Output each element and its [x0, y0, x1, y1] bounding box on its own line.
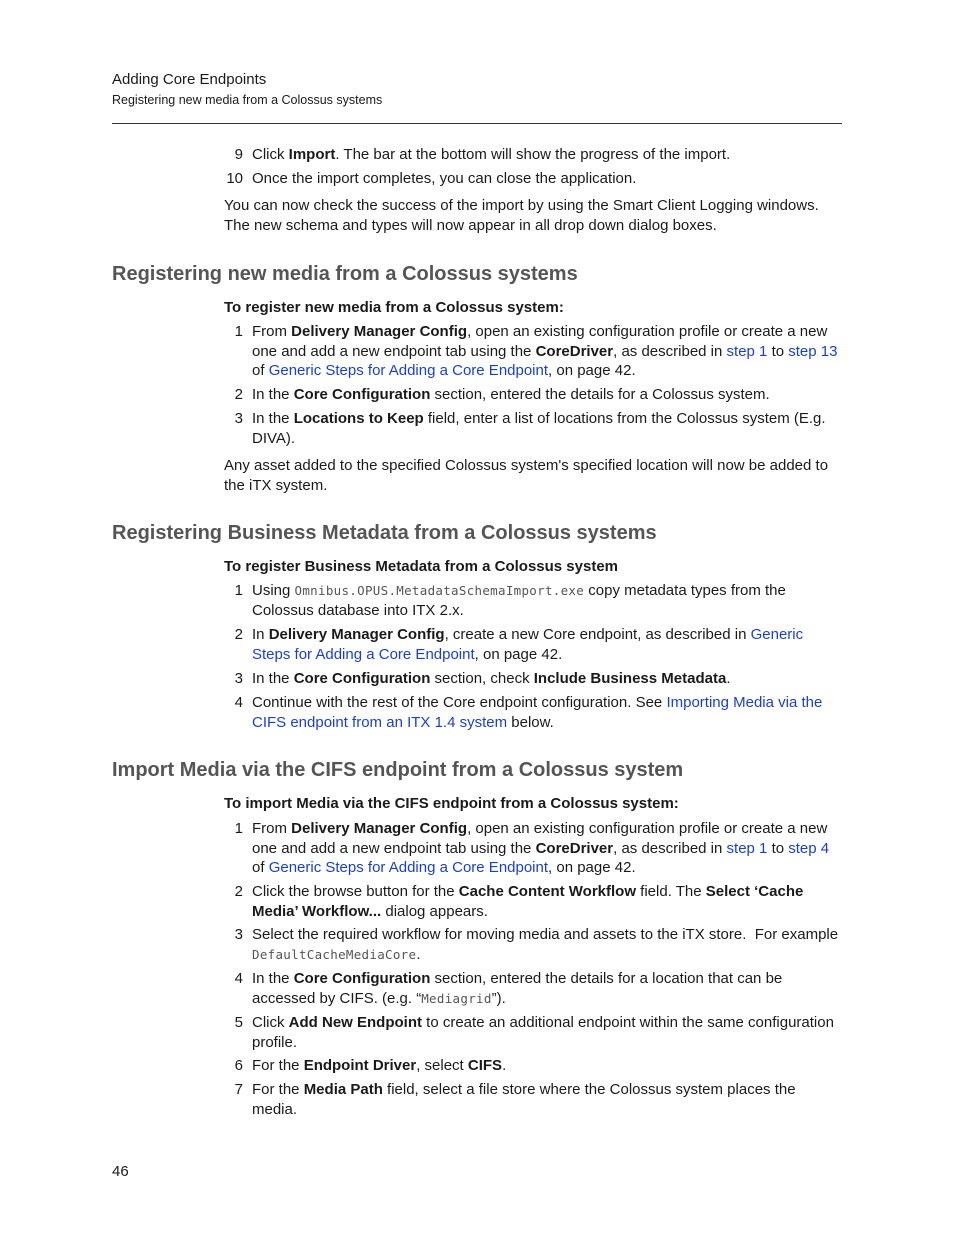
step-text: Click Add New Endpoint to create an additional endpoint within the same configuration profile.: [252, 1014, 834, 1051]
step-item: [224, 693, 842, 732]
code-workflow-name: DefaultCacheMediaCore: [252, 946, 417, 962]
step-item: [224, 322, 842, 381]
step-text: Click the browse button for the Cache Content Workflow field. The Select ‘Cache Media’ Workflow... dialog appears.: [252, 883, 804, 920]
step-item: [224, 1013, 842, 1052]
step-number: 1: [234, 323, 243, 340]
step-number: 4: [234, 970, 243, 987]
step-number: 2: [234, 386, 243, 403]
generic-steps-link[interactable]: Generic Steps for Adding a Core Endpoint: [268, 362, 549, 379]
step-text: In Delivery Manager Config, create a new Core endpoint, as described in Generic Steps for Adding a Core Endpoint, on page 42.: [252, 626, 804, 663]
step-text: Select the required workflow for moving media and assets to the iTX store. For example DefaultCacheMediaCore.: [252, 926, 839, 963]
step-text: In the Core Configuration section, check Include Business Metadata.: [252, 670, 731, 687]
running-header: [112, 70, 842, 109]
step-item: [224, 409, 842, 448]
step-item: [224, 882, 842, 921]
intro-paragraph: You can now check the success of the import by using the Smart Client Logging windows. The new schema and types will now appear in all drop down dialog boxes.: [224, 197, 819, 234]
generic-steps-link[interactable]: Generic Steps for Adding a Core Endpoint: [252, 626, 804, 663]
step-number: 1: [234, 820, 243, 837]
step-text: Click Import. The bar at the bottom will show the progress of the import.: [252, 146, 731, 163]
step-number: 2: [234, 626, 243, 643]
generic-steps-link[interactable]: Generic Steps for Adding a Core Endpoint: [268, 859, 549, 876]
step-item: [224, 625, 842, 664]
header-section-title: Registering new media from a Colossus systems: [112, 93, 383, 107]
step-number: 10: [226, 170, 243, 187]
header-divider: [112, 123, 842, 124]
step-item: [224, 669, 842, 689]
step-item: [224, 969, 842, 1008]
step-text: For the Endpoint Driver, select CIFS.: [252, 1057, 507, 1074]
step-item: [224, 581, 842, 620]
step-number: 9: [234, 146, 243, 163]
step-number: 7: [234, 1081, 243, 1098]
page-number: 46: [112, 1163, 129, 1180]
step-item: [224, 819, 842, 878]
step-number: 1: [234, 582, 243, 599]
step-number: 6: [234, 1057, 243, 1074]
section-heading: Import Media via the CIFS endpoint from a Colossus system: [112, 759, 684, 781]
importing-media-link[interactable]: Importing Media via the CIFS endpoint from an ITX 1.4 system: [252, 694, 823, 731]
step-text: From Delivery Manager Config, open an existing configuration profile or create a new one and add a new endpoint tab using the CoreDriver, as described in step 1 to step 13 of Generic Steps for Adding a Core Endpoint, on page 42.: [252, 323, 838, 379]
procedure-title: To register new media from a Colossus system:: [224, 299, 564, 316]
step-number: 2: [234, 883, 243, 900]
header-chapter-title: Adding Core Endpoints: [112, 71, 267, 88]
step-number: 5: [234, 1014, 243, 1031]
step-item: [224, 145, 842, 165]
section-heading: Registering new media from a Colossus systems: [112, 263, 578, 285]
step-text: Using Omnibus.OPUS.MetadataSchemaImport.exe copy metadata types from the Colossus database into ITX 2.x.: [252, 582, 786, 619]
section-heading: Registering Business Metadata from a Colossus systems: [112, 522, 657, 544]
step-text: Once the import completes, you can close the application.: [252, 170, 637, 187]
step-text: Continue with the rest of the Core endpoint configuration. See Importing Media via the CIFS endpoint from an ITX 1.4 system below.: [252, 694, 823, 731]
code-location-name: Mediagrid: [421, 990, 492, 1006]
step-text: From Delivery Manager Config, open an existing configuration profile or create a new one and add a new endpoint tab using the CoreDriver, as described in step 1 to step 4 of Generic Steps for Adding a Core Endpoint, on page 42.: [252, 820, 830, 876]
step-item: [224, 169, 842, 189]
step-item: [224, 925, 842, 964]
step-item: [224, 1056, 842, 1076]
step-link[interactable]: step 1: [726, 342, 768, 360]
step-link[interactable]: step 4: [788, 839, 830, 857]
step-number: 3: [234, 670, 243, 687]
step-text: For the Media Path field, select a file store where the Colossus system places the media.: [252, 1081, 796, 1118]
step-text: In the Core Configuration section, entered the details for a location that can be accessed by CIFS. (e.g. “Mediagrid”).: [252, 970, 783, 1007]
step-item: [224, 385, 842, 405]
step-text: In the Core Configuration section, entered the details for a Colossus system.: [252, 386, 770, 403]
code-filename: Omnibus.OPUS.MetadataSchemaImport.exe: [294, 583, 585, 598]
step-link[interactable]: step 13: [788, 342, 838, 360]
step-text: In the Locations to Keep field, enter a list of locations from the Colossus system (E.g. DIVA).: [252, 410, 826, 447]
procedure-title: To register Business Metadata from a Colossus system: [224, 558, 619, 575]
step-number: 3: [234, 410, 243, 427]
step-number: 3: [234, 926, 243, 943]
step-number: 4: [234, 694, 243, 711]
step-link[interactable]: step 1: [726, 839, 768, 857]
procedure-title: To import Media via the CIFS endpoint from a Colossus system:: [224, 795, 679, 812]
step-item: [224, 1080, 842, 1119]
section-paragraph: Any asset added to the specified Colossus system's specified location will now be added to the iTX system.: [224, 457, 829, 494]
